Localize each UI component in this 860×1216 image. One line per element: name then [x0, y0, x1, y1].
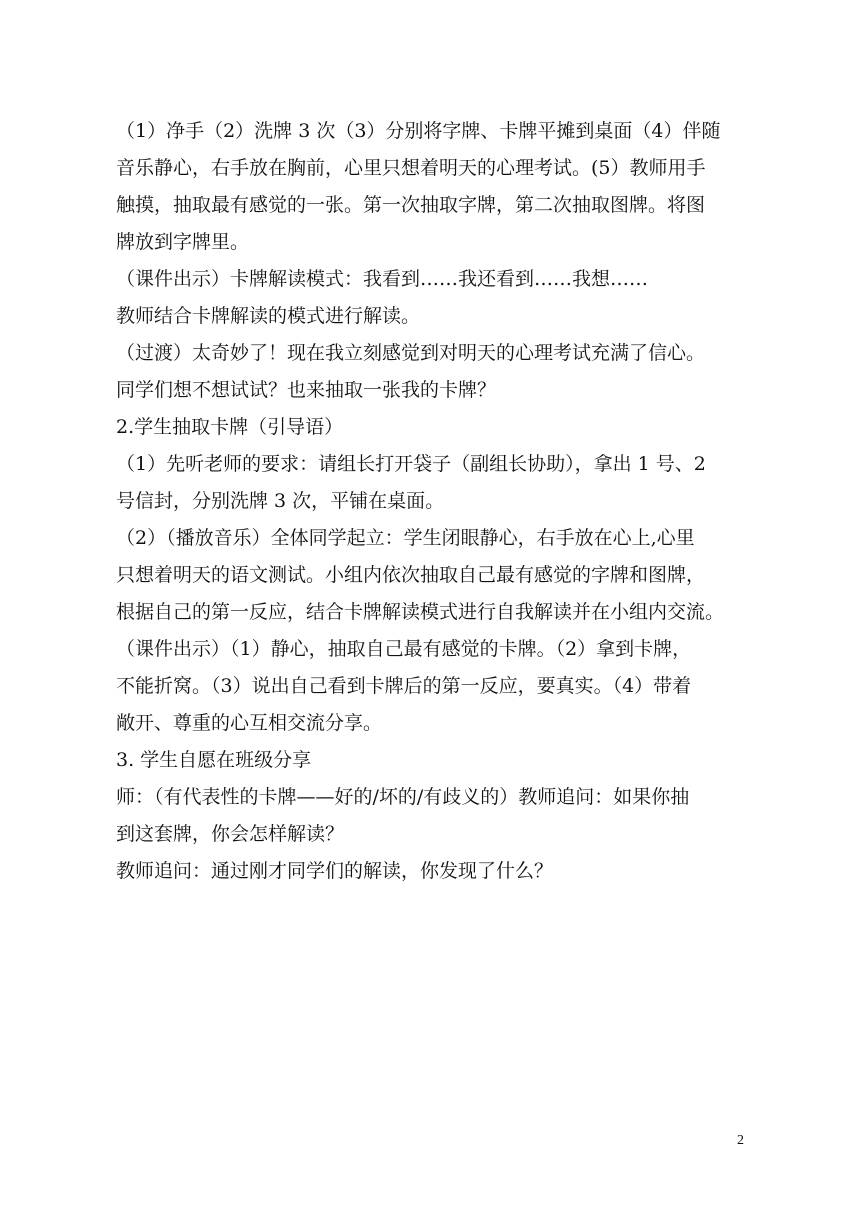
text-line: 到这套牌，你会怎样解读？	[116, 823, 345, 845]
text-line: （1）净手（2）洗牌 3 次（3）分别将字牌、卡牌平摊到桌面（4）伴随	[116, 120, 721, 142]
section-heading: 3. 学生自愿在班级分享	[116, 749, 312, 771]
section-heading: 2.学生抽取卡牌（引导语）	[116, 416, 344, 438]
text-line: 只想着明天的语文测试。小组内依次抽取自己最有感觉的字牌和图牌，	[116, 564, 706, 586]
text-line: 根据自己的第一反应，结合卡牌解读模式进行自我解读并在小组内交流。	[116, 601, 725, 623]
text-line: （2）（播放音乐）全体同学起立：学生闭眼静心，右手放在心上,心里	[116, 527, 695, 549]
text-line: （课件出示）（1）静心，抽取自己最有感觉的卡牌。（2）拿到卡牌，	[116, 638, 692, 660]
text-line: 音乐静心，右手放在胸前，心里只想着明天的心理考试。(5）教师用手	[116, 157, 706, 179]
text-line: 触摸，抽取最有感觉的一张。第一次抽取字牌，第二次抽取图牌。将图	[116, 194, 706, 216]
text-line: 教师结合卡牌解读的模式进行解读。	[116, 305, 421, 327]
text-line: 牌放到字牌里。	[116, 231, 250, 253]
document-body	[116, 113, 748, 890]
page-number: 2	[737, 1133, 744, 1148]
text-line: 不能折窝。（3）说出自己看到卡牌后的第一反应，要真实。（4）带着	[116, 675, 692, 697]
text-line: 敞开、尊重的心互相交流分享。	[116, 712, 383, 734]
text-line: （过渡）太奇妙了！现在我立刻感觉到对明天的心理考试充满了信心。	[116, 342, 706, 364]
text-line: 同学们想不想试试？也来抽取一张我的卡牌？	[116, 379, 497, 401]
text-line: （课件出示）卡牌解读模式：我看到……我还看到……我想……	[116, 268, 649, 290]
text-line: 号信封，分别洗牌 3 次，平铺在桌面。	[116, 490, 445, 512]
text-line: （1）先听老师的要求：请组长打开袋子（副组长协助），拿出 1 号、2	[116, 453, 706, 475]
text-line: 教师追问：通过刚才同学们的解读，你发现了什么？	[116, 860, 554, 882]
text-line: 师：（有代表性的卡牌——好的/坏的/有歧义的）教师追问：如果你抽	[116, 786, 690, 808]
